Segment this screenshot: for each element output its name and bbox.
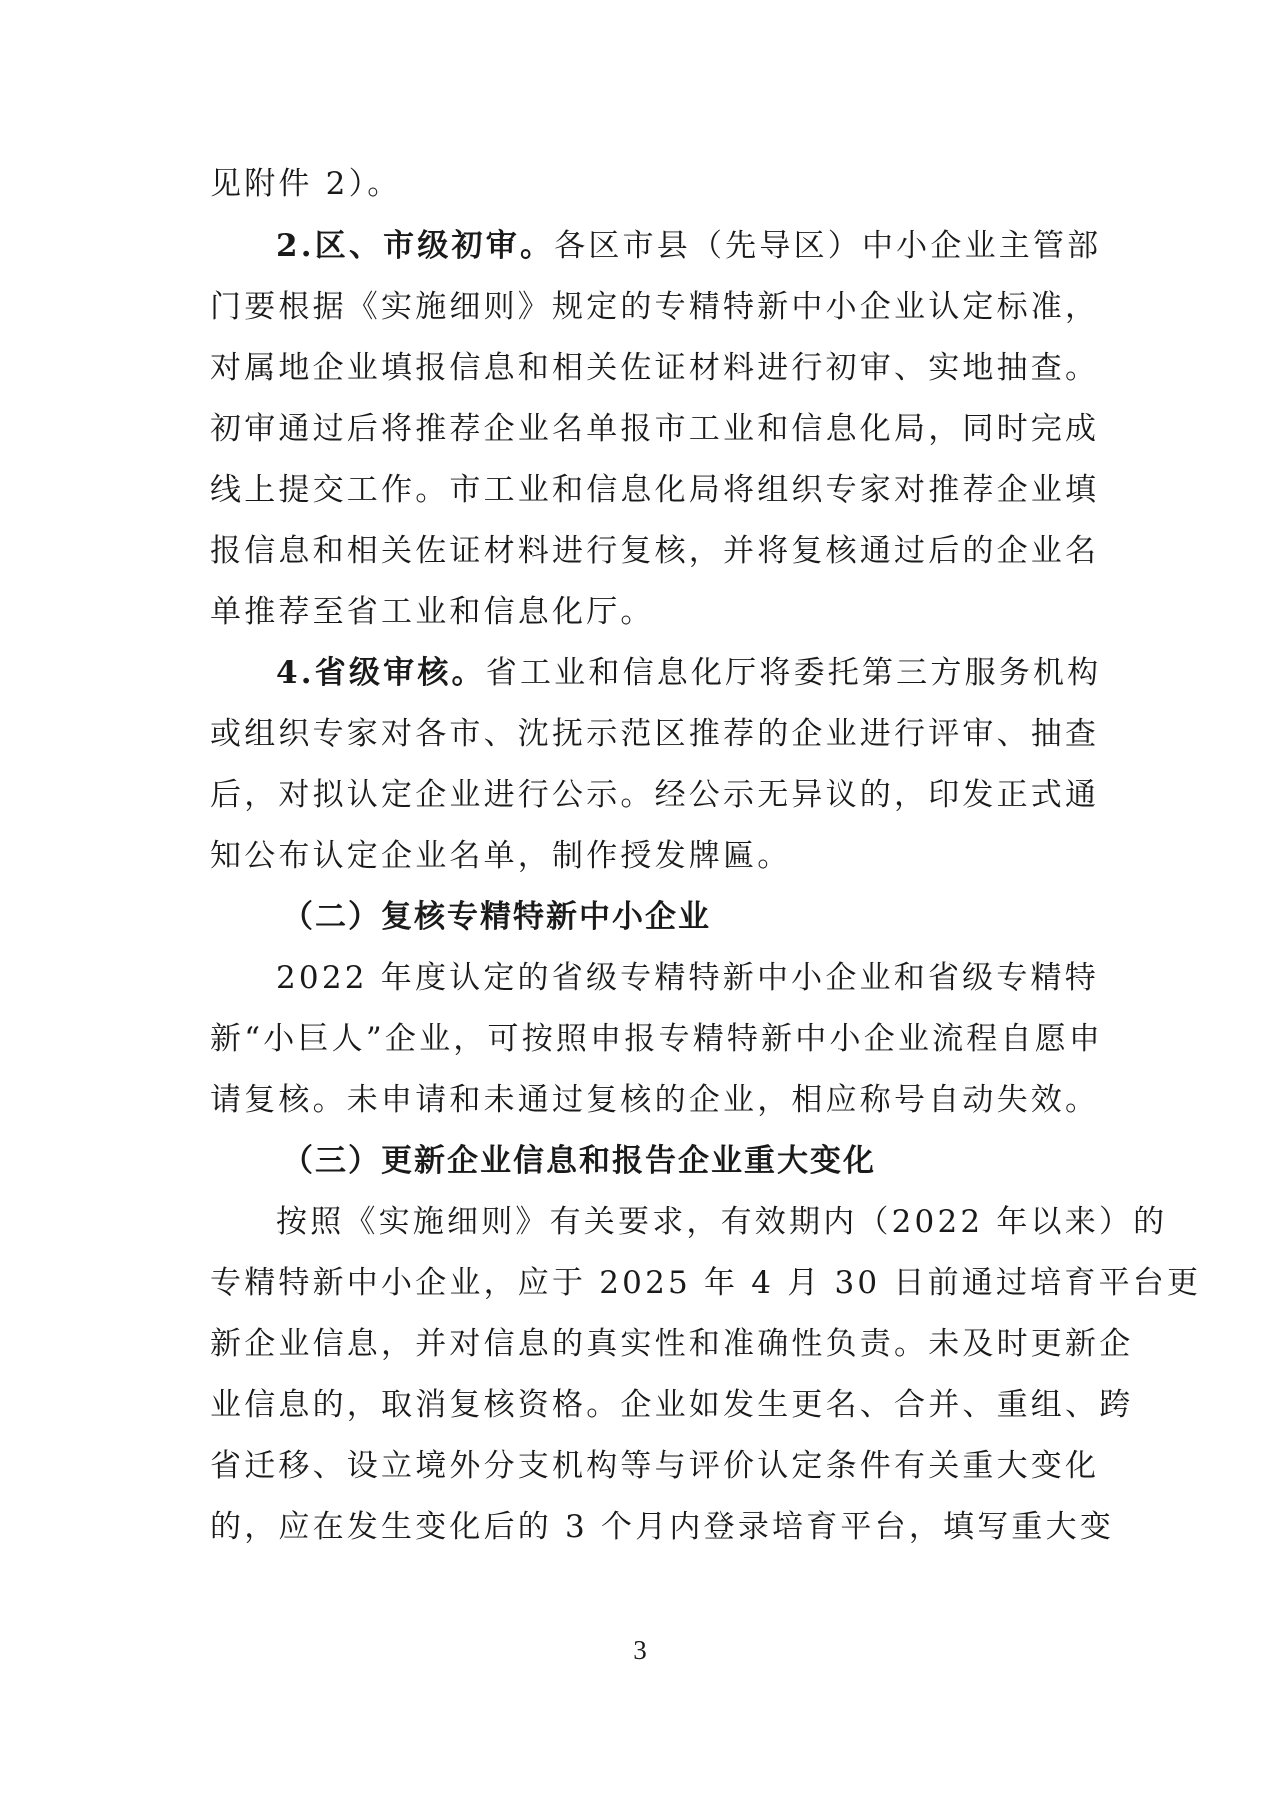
paragraph-line: 新企业信息，并对信息的真实性和准确性负责。未及时更新企 <box>210 1326 1134 1362</box>
paragraph-line: 门要根据《实施细则》规定的专精特新中小企业认定标准， <box>210 289 1100 325</box>
paragraph-line: 专精特新中小企业，应于 2025 年 4 月 30 日前通过培育平台更 <box>210 1265 1202 1301</box>
paragraph-line <box>276 226 1102 266</box>
paragraph-line: 线上提交工作。市工业和信息化局将组织专家对推荐企业填 <box>210 472 1100 508</box>
section-heading: （二）复核专精特新中小企业 <box>282 899 711 935</box>
section-heading: （三）更新企业信息和报告企业重大变化 <box>282 1143 876 1179</box>
paragraph-line: 初审通过后将推荐企业名单报市工业和信息化局，同时完成 <box>210 411 1100 447</box>
item-text: 省工业和信息化厅将委托第三方服务机构 <box>485 655 1102 691</box>
paragraph-line <box>276 653 1102 693</box>
paragraph-line: 知公布认定企业名单，制作授发牌匾。 <box>210 838 792 874</box>
item-lead: 4.省级审核。 <box>276 655 486 691</box>
paragraph-line: 请复核。未申请和未通过复核的企业，相应称号自动失效。 <box>210 1082 1100 1118</box>
page-number: 3 <box>633 1635 647 1665</box>
item-text: 各区市县（先导区）中小企业主管部 <box>554 228 1102 264</box>
paragraph-line: 见附件 2）。 <box>210 166 402 202</box>
paragraph-line: 业信息的，取消复核资格。企业如发生更名、合并、重组、跨 <box>210 1387 1134 1423</box>
paragraph-line: 省迁移、设立境外分支机构等与评价认定条件有关重大变化 <box>210 1448 1100 1484</box>
item-lead: 2.区、市级初审。 <box>276 228 555 264</box>
paragraph-line: 对属地企业填报信息和相关佐证材料进行初审、实地抽查。 <box>210 350 1100 386</box>
paragraph-line: 2022 年度认定的省级专精特新中小企业和省级专精特 <box>276 960 1099 996</box>
paragraph-line: 新“小巨人”企业，可按照申报专精特新中小企业流程自愿申 <box>210 1021 1104 1057</box>
paragraph-line: 或组织专家对各市、沈抚示范区推荐的企业进行评审、抽查 <box>210 716 1100 752</box>
paragraph-line: 的，应在发生变化后的 3 个月内登录培育平台，填写重大变 <box>210 1509 1115 1545</box>
paragraph-line: 单推荐至省工业和信息化厅。 <box>210 594 655 630</box>
paragraph-line: 报信息和相关佐证材料进行复核，并将复核通过后的企业名 <box>210 533 1100 569</box>
paragraph-line: 后，对拟认定企业进行公示。经公示无异议的，印发正式通 <box>210 777 1100 813</box>
paragraph-line: 按照《实施细则》有关要求，有效期内（2022 年以来）的 <box>276 1204 1168 1240</box>
